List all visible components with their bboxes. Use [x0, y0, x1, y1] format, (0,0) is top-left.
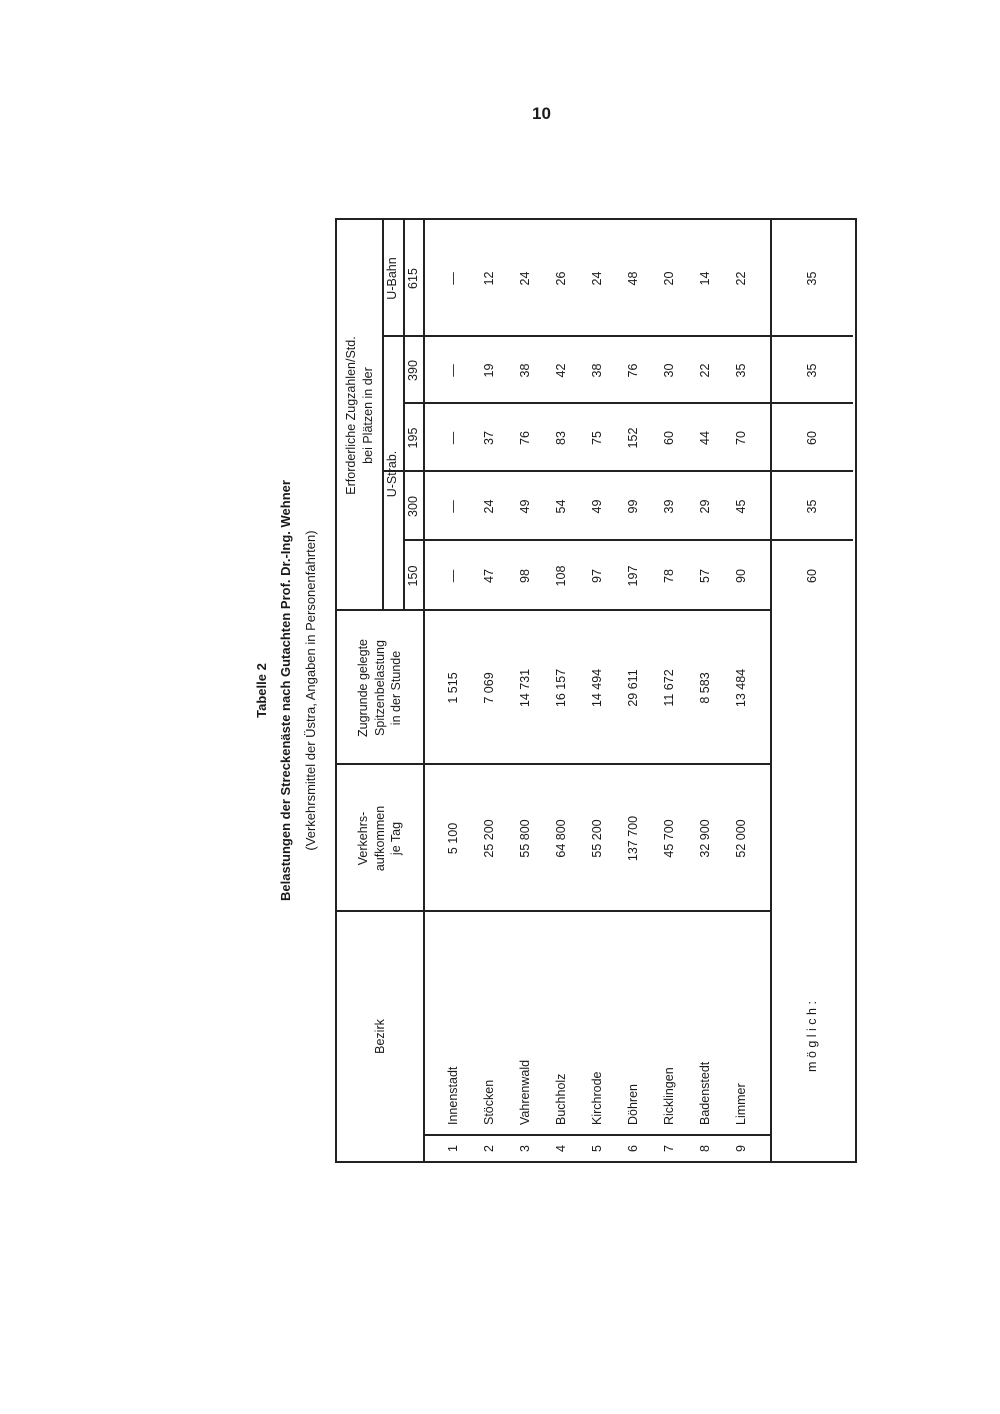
- row-v390: —: [445, 364, 460, 377]
- row-v615: 22: [733, 271, 748, 286]
- footer-value-390: 35: [805, 363, 820, 378]
- row-nr: 3: [517, 1145, 532, 1152]
- row-v300: —: [445, 500, 460, 513]
- row-v195: 76: [517, 431, 532, 445]
- row-nr: 6: [625, 1145, 640, 1152]
- row-v390: 38: [517, 363, 532, 378]
- header-aufkommen: Verkehrs- aufkommen je Tag: [355, 805, 404, 872]
- row-v150: 108: [553, 565, 568, 587]
- row-v195: 60: [661, 431, 676, 445]
- row-bezirk: Stöcken: [481, 1079, 496, 1125]
- row-v615: 12: [481, 271, 496, 286]
- row-nr: 5: [589, 1145, 604, 1152]
- row-spitze: 14 494: [589, 668, 604, 708]
- row-v390: 76: [625, 363, 640, 378]
- row-bezirk: Kirchrode: [589, 1071, 604, 1125]
- footer-label: m ö g l i c h :: [805, 1001, 820, 1072]
- row-v150: 57: [697, 569, 712, 583]
- row-v300: 45: [733, 499, 748, 514]
- header-plaetze-195: 195: [405, 427, 420, 449]
- row-spitze: 14 731: [517, 668, 532, 708]
- row-nr: 1: [445, 1145, 460, 1152]
- row-spitze: 13 484: [733, 668, 748, 708]
- table-title: Tabelle 2: [254, 663, 269, 718]
- row-v390: 38: [589, 363, 604, 378]
- row-v615: 26: [553, 271, 568, 286]
- row-aufkommen: 55 800: [517, 819, 532, 858]
- row-bezirk: Limmer: [733, 1083, 748, 1125]
- row-v390: 19: [481, 363, 496, 378]
- row-bezirk: Ricklingen: [661, 1067, 676, 1125]
- row-bezirk: Döhren: [625, 1084, 640, 1125]
- footer-value-195: 60: [805, 431, 820, 445]
- row-v150: 47: [481, 569, 496, 583]
- row-aufkommen: 25 200: [481, 819, 496, 858]
- row-v615: —: [445, 272, 460, 285]
- header-plaetze-150: 150: [405, 565, 420, 587]
- row-v390: 35: [733, 363, 748, 378]
- row-v195: 37: [481, 431, 496, 445]
- row-v150: 97: [589, 569, 604, 583]
- row-aufkommen: 32 900: [697, 819, 712, 858]
- row-v150: 78: [661, 569, 676, 583]
- table-subtitle: Belastungen der Streckenäste nach Gutachten Prof. Dr.-Ing. Wehner: [278, 480, 293, 901]
- row-v195: 152: [625, 427, 640, 449]
- footer-value-150: 60: [805, 569, 820, 583]
- header-bezirk: Bezirk: [372, 1019, 387, 1054]
- header-divider: [423, 220, 425, 1161]
- row-v300: 24: [481, 499, 496, 514]
- row-v390: 30: [661, 363, 676, 378]
- row-nr: 4: [553, 1145, 568, 1152]
- header-plaetze-615: 615: [405, 268, 420, 289]
- row-spitze: 7 069: [481, 672, 496, 704]
- row-v300: 54: [553, 499, 568, 514]
- row-v195: 44: [697, 431, 712, 445]
- row-v390: 42: [553, 363, 568, 378]
- header-plaetze-390: 390: [405, 360, 420, 381]
- row-v195: —: [445, 431, 460, 445]
- row-v195: 75: [589, 431, 604, 445]
- row-aufkommen: 64 800: [553, 819, 568, 858]
- header-ustrab: U-Strab.: [385, 450, 400, 498]
- row-v150: —: [445, 569, 460, 583]
- row-v150: 90: [733, 569, 748, 583]
- rotated-table-page: [240, 218, 820, 1163]
- row-spitze: 1 515: [445, 672, 460, 704]
- row-v150: 197: [625, 565, 640, 587]
- row-v150: 98: [517, 569, 532, 583]
- row-nr: 2: [481, 1145, 496, 1152]
- row-v615: 24: [589, 271, 604, 286]
- row-v300: 99: [625, 499, 640, 514]
- row-v615: 48: [625, 271, 640, 286]
- header-ubahn: U-Bahn: [385, 257, 400, 300]
- row-v615: 14: [697, 271, 712, 286]
- row-spitze: 8 583: [697, 672, 712, 704]
- header-spitze: Zugrunde gelegte Spitzenbelastung in der Stunde: [355, 639, 404, 737]
- row-spitze: 16 157: [553, 668, 568, 708]
- row-aufkommen: 52 000: [733, 819, 748, 858]
- row-aufkommen: 55 200: [589, 819, 604, 858]
- row-spitze: 11 672: [661, 669, 676, 707]
- row-nr: 8: [697, 1145, 712, 1152]
- row-bezirk: Innenstadt: [445, 1066, 460, 1125]
- page-number: 10: [532, 104, 551, 123]
- row-v390: 22: [697, 363, 712, 378]
- row-bezirk: Vahrenwald: [517, 1059, 532, 1125]
- row-v300: 49: [517, 499, 532, 514]
- row-nr: 7: [661, 1145, 676, 1152]
- row-v300: 49: [589, 499, 604, 514]
- row-bezirk: Buchholz: [553, 1073, 568, 1125]
- footer-value-615: 35: [805, 271, 820, 286]
- row-bezirk: Badenstedt: [697, 1061, 712, 1125]
- row-aufkommen: 5 100: [445, 822, 460, 855]
- row-v615: 20: [661, 271, 676, 286]
- row-v300: 29: [697, 499, 712, 514]
- data-table: [335, 218, 857, 1163]
- row-aufkommen: 45 700: [661, 819, 676, 858]
- header-plaetze-300: 300: [405, 496, 420, 517]
- row-nr: 9: [733, 1145, 748, 1152]
- footer-value-300: 35: [805, 499, 820, 514]
- row-spitze: 29 611: [625, 669, 640, 707]
- header-zugzahlen: Erforderliche Zugzahlen/Std. bei Plätzen in der: [343, 336, 375, 495]
- row-v195: 83: [553, 431, 568, 445]
- table-note: (Verkehrsmittel der Üstra, Angaben in Personenfahrten): [303, 530, 318, 851]
- row-v615: 24: [517, 271, 532, 286]
- row-v300: 39: [661, 499, 676, 514]
- row-v195: 70: [733, 431, 748, 445]
- row-aufkommen: 137 700: [625, 815, 640, 862]
